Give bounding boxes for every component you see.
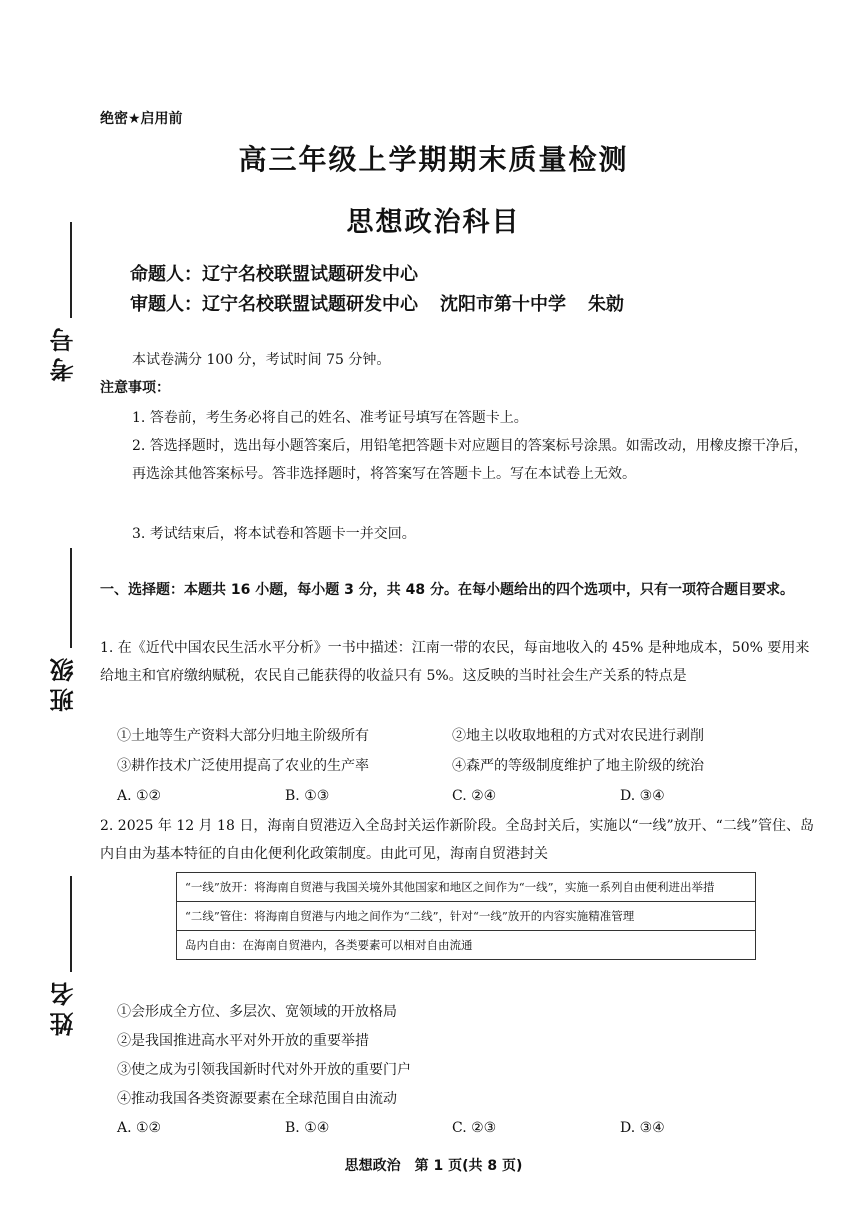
score-time: 本试卷满分 100 分，考试时间 75 分钟。 [132, 352, 391, 368]
class-label: 班级 [50, 652, 78, 712]
policy-table [176, 872, 756, 960]
table-row [177, 931, 756, 960]
class-line [70, 548, 72, 648]
notice-item: 2. 答选择题时，选出每小题答案后，用铅笔把答题卡对应题目的答案标号涂黑。如需改动，用橡皮擦干净后，再选涂其他答案标号。答非选择题时，将答案写在答题卡上。写在本试卷上无效。 [132, 438, 808, 482]
exam-title: 高三年级上学期期末质量检测 [238, 143, 629, 176]
q2-choice-a: A. ①② [117, 1120, 162, 1136]
q2-statement-1: ①会形成全方位、多层次、宽领域的开放格局 [117, 1004, 397, 1020]
q1-choice-a: A. ①② [117, 788, 162, 804]
question-1-stem: 1. 在《近代中国农民生活水平分析》一书中描述：江南一带的农民，每亩地收入的 45% 是种地成本，50% 要用来给地主和官府缴纳赋税，农民自己能获得的收益只有 5%。这反映的当时社会生产关系的特点是 [100, 640, 810, 684]
reviewer-school: 沈阳市第十中学 [440, 294, 566, 315]
table-row [177, 902, 756, 931]
notice-item: 3. 考试结束后，将本试卷和答题卡一并交回。 [132, 526, 416, 542]
name-label: 姓名 [50, 976, 78, 1036]
notice-heading: 注意事项： [100, 380, 170, 396]
page-footer: 思想政治 第 1 页(共 8 页) [344, 1158, 523, 1174]
reviewer-name: 朱勍 [588, 294, 624, 315]
q1-choice-b: B. ①③ [285, 788, 330, 804]
table-row [177, 873, 756, 902]
table-cell: 岛内自由：在海南自贸港内，各类要素可以相对自由流通 [177, 931, 756, 960]
reviewer-line [130, 290, 624, 316]
question-2-stem: 2. 2025 年 12 月 18 日，海南自贸港迈入全岛封关运作新阶段。全岛封关后，实施以“一线”放开、“二线”管住、岛内自由为基本特征的自由化便利化政策制度。由此可见，海南自贸港封关 [100, 818, 814, 862]
table-cell: “一线”放开：将海南自贸港与我国关境外其他国家和地区之间作为“一线”，实施一系列自由便利进出举措 [177, 873, 756, 902]
setter-line: 命题人：辽宁名校联盟试题研发中心 [130, 264, 418, 285]
q2-statement-2: ②是我国推进高水平对外开放的重要举措 [117, 1033, 369, 1049]
q1-statement-4: ④森严的等级制度维护了地主阶级的统治 [452, 758, 704, 774]
section-heading: 一、选择题：本题共 16 小题，每小题 3 分，共 48 分。在每小题给出的四个选项中，只有一项符合题目要求。 [100, 582, 794, 598]
q1-statement-2: ②地主以收取地租的方式对农民进行剥削 [452, 728, 704, 744]
table-cell: “二线”管住：将海南自贸港与内地之间作为“二线”，针对“一线”放开的内容实施精准管理 [177, 902, 756, 931]
reviewer-label: 审题人：辽宁名校联盟试题研发中心 [130, 294, 418, 315]
q2-statement-3: ③使之成为引领我国新时代对外开放的重要门户 [117, 1062, 411, 1078]
q2-statement-4: ④推动我国各类资源要素在全球范围自由流动 [117, 1091, 397, 1107]
q1-choice-c: C. ②④ [452, 788, 497, 804]
secret-mark: 绝密★启用前 [100, 111, 183, 127]
q1-statement-3: ③耕作技术广泛使用提高了农业的生产率 [117, 758, 369, 774]
subject-title: 思想政治科目 [346, 207, 521, 238]
q1-choice-d: D. ③④ [620, 788, 665, 804]
q2-choice-b: B. ①④ [285, 1120, 330, 1136]
q2-choice-d: D. ③④ [620, 1120, 665, 1136]
q1-statement-1: ①土地等生产资料大部分归地主阶级所有 [117, 728, 369, 744]
q2-choice-c: C. ②③ [452, 1120, 497, 1136]
notice-item: 1. 答卷前，考生务必将自己的姓名、准考证号填写在答题卡上。 [132, 410, 528, 426]
name-line [70, 876, 72, 972]
exam-no-label: 考号 [50, 322, 78, 382]
